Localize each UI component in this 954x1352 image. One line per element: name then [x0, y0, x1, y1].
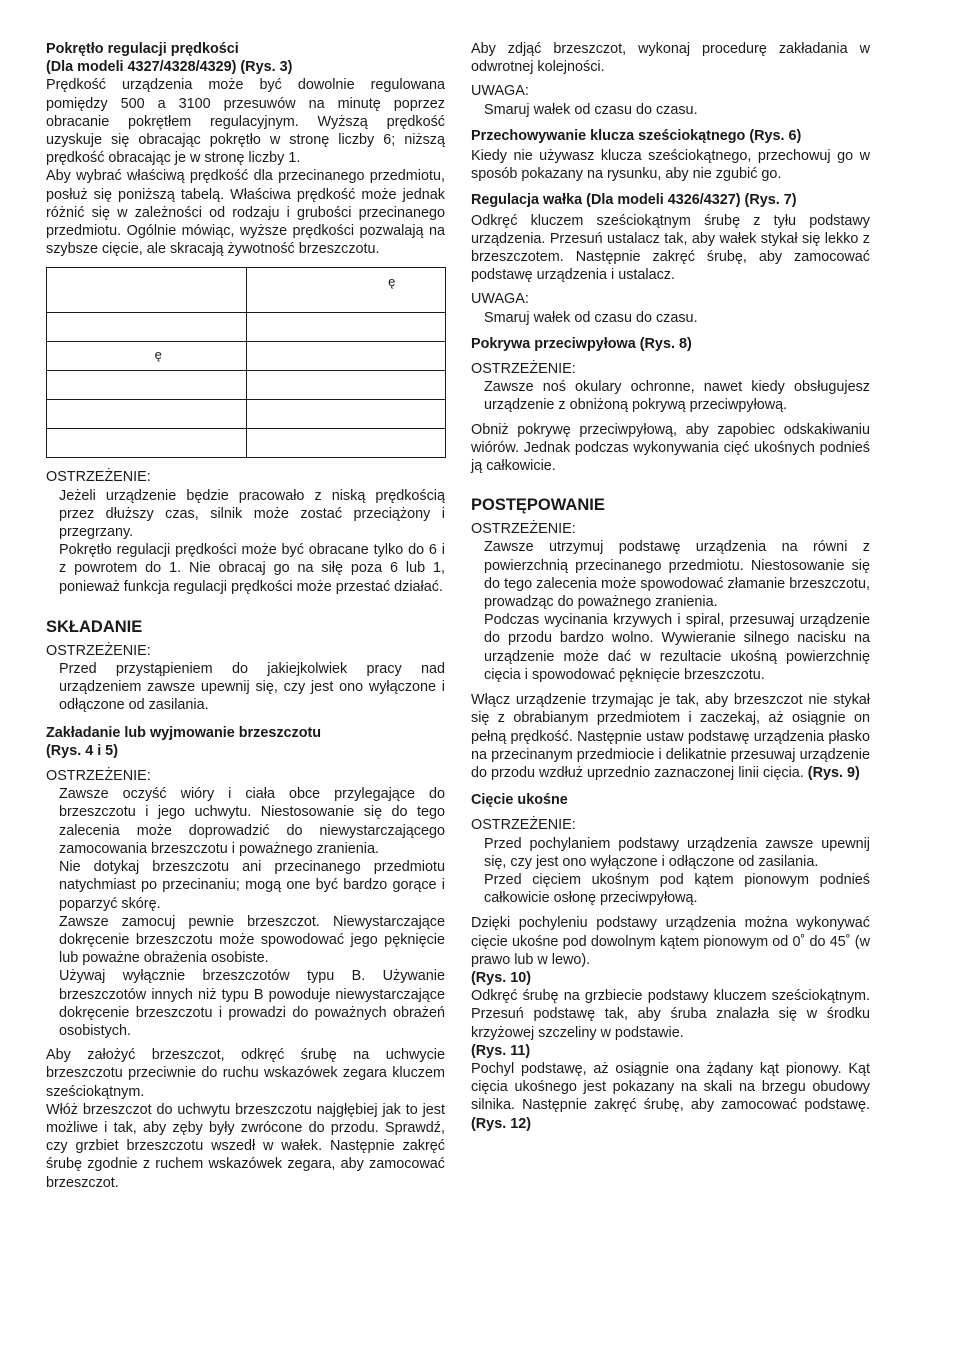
table-cell	[246, 371, 446, 400]
dust-cover-title: Pokrywa przeciwpyłowa (Rys. 8)	[471, 335, 692, 352]
table-row	[47, 268, 446, 313]
roller-title: Regulacja wałka (Dla modeli 4326/4327) (Rys. 7)	[471, 192, 797, 209]
right-column	[471, 40, 870, 1133]
blade-paragraph-2: Włóż brzeszczot do uchwytu brzeszczotu najgłębiej jak to jest możliwe i tak, aby zęby były zwrócone do przodu. Sprawdź, czy grzbiet brzeszczotu wszedł w wałek. Następnie zakręć śrubę zgodnie z ruchem wskazówek zegara, aby zamocować brzeszczot.	[46, 1101, 445, 1191]
blade-install-title: Zakładanie lub wyjmowanie brzeszczotu	[46, 724, 322, 741]
warning-text: Przed przystąpieniem do jakiejkolwiek pracy nad urządzeniem zawsze upewnij się, czy jest ono wyłączone i odłączone od zasilania.	[59, 661, 445, 714]
operation-paragraph: Włącz urządzenie trzymając je tak, aby brzeszczot nie stykał się z obrabianym przedmiotem i zaczekaj, aż osiągnie on pełną prędkość. Następnie ustaw podstawę urządzenia płasko na przecinanym przedmiocie i delikatnie przesuwaj urządzenie do przodu wzdłuż uprzednio zaznaczonej linii cięcia. (Rys. 9)	[471, 692, 870, 781]
bevel-cutting-title: Cięcie ukośne	[471, 792, 568, 809]
warning-label: OSTRZEŻENIE:	[46, 469, 151, 486]
blade-remove-paragraph: Aby zdjąć brzeszczot, wykonaj procedurę zakładania w odwrotnej kolejności.	[471, 41, 870, 76]
speed-dial-title: Pokrętło regulacji prędkości	[46, 41, 239, 57]
warning-label: OSTRZEŻENIE:	[471, 521, 576, 538]
warning-text: Zawsze zamocuj pewnie brzeszczot. Niewystarczające dokręcenie brzeszczotu może spowodować jego pęknięcie lub poważne obrażenia osobiste.	[59, 913, 445, 967]
warning-text: Pokrętło regulacji prędkości może być obracane tylko do 6 i z powrotem do 1. Nie obracaj go na siłę poza 6 lub 1, ponieważ funkcja regulacji prędkości może przestać działać.	[59, 542, 445, 595]
table-cell	[246, 342, 446, 371]
table-cell	[47, 313, 247, 342]
warning-text: Używaj wyłącznie brzeszczotów typu B. Używanie brzeszczotów innych niż typu B powoduje niewystarczające dokręcenie brzeszczotu i prowadzi do poważnych obrażeń osobistych.	[59, 968, 445, 1039]
hex-wrench-paragraph: Kiedy nie używasz klucza sześciokątnego, przechowuj go w sposób pokazany na rysunku, aby nie zgubić go.	[471, 148, 870, 183]
warning-label: OSTRZEŻENIE:	[471, 361, 576, 378]
blade-install-subtitle: (Rys. 4 i 5)	[46, 742, 118, 759]
warning-label: OSTRZEŻENIE:	[46, 642, 151, 659]
table-cell	[47, 371, 247, 400]
speed-paragraph-2: Aby wybrać właściwą prędkość dla przecinanego przedmiotu, posłuż się poniższą tabelą. Właściwa prędkość może jednak różnić się w zależności od rodzaju i grubości przecinanego przedmiotu. Ogólnie mówiąc, wyższe prędkości pozwalają na szybsze cięcie, ale skracają żywotność brzeszczotu.	[46, 168, 445, 258]
warning-text: Jeżeli urządzenie będzie pracowało z niską prędkością przez dłuższy czas, silnik może zostać przeciążony i przegrzany.	[59, 487, 445, 541]
note-text: Smaruj wałek od czasu do czasu.	[484, 101, 698, 118]
table-cell	[47, 268, 247, 313]
assembly-heading: SKŁADANIE	[46, 617, 143, 636]
bevel-paragraph-1: Dzięki pochyleniu podstawy urządzenia można wykonywać cięcie ukośne pod dowolnym kątem pionowym od 0˚ do 45˚ (w prawo lub w lewo).	[471, 915, 870, 968]
table-cell	[246, 400, 446, 429]
figure-ref: (Rys. 9)	[807, 764, 860, 781]
roller-paragraph: Odkręć kluczem sześciokątnym śrubę z tyłu podstawy urządzenia. Przesuń ustalacz tak, aby wałek stykał się lekko z brzeszczotem. Następnie zakręć śrubę, aby zamocować podstawę urządzenia i ustalacz.	[471, 212, 870, 284]
speed-table	[46, 267, 446, 458]
table-cell	[246, 313, 446, 342]
bevel-paragraph-2: Odkręć śrubę na grzbiecie podstawy kluczem sześciokątnym. Przesuń podstawę tak, aby śruba znalazła się w środku krzyżowej szczeliny w podstawie.	[471, 988, 870, 1041]
speed-paragraph-1: Prędkość urządzenia może być dowolnie regulowana pomiędzy 500 a 3100 przesuwów na minutę poprzez obracanie pokrętłem regulacyjnym. Wyższą prędkość uzyskuje się obracając pokrętło w stronę liczby 6; niższą prędkość obracając je w stronę liczby 1.	[46, 77, 445, 167]
table-row	[47, 313, 446, 342]
figure-ref: (Rys. 12)	[471, 1115, 531, 1132]
note-text: Smaruj wałek od czasu do czasu.	[484, 309, 698, 326]
figure-ref: (Rys. 11)	[471, 1042, 531, 1059]
bevel-paragraph-3: Pochyl podstawę, aż osiągnie ona żądany kąt pionowy. Kąt cięcia ukośnego jest pokazany na skali na brzegu obudowy silnika. Następnie zakręć śrubę, aby zamocować podstawę. (Rys. 12)	[471, 1060, 870, 1132]
warning-text: Zawsze oczyść wióry i ciała obce przylegające do brzeszczotu i jego uchwytu. Niestosowanie się do tego zalecenia może doprowadzić do niewystarczającego zamocowania brzeszczotu i poważnego zranienia.	[59, 786, 445, 857]
blade-paragraph-1: Aby założyć brzeszczot, odkręć śrubę na uchwycie brzeszczotu przeciwnie do ruchu wskazówek zegara kluczem sześciokątnym.	[46, 1047, 445, 1100]
table-row	[47, 371, 446, 400]
warning-text: Podczas wycinania krzywych i spiral, przesuwaj urządzenie do przodu bardzo wolno. Wywieranie silnego nacisku na urządzenie może dać w rezultacie ukośną powierzchnię cięcia i spowodować pęknięcie brzeszczotu.	[484, 612, 870, 683]
warning-text: Przed pochylaniem podstawy urządzenia zawsze upewnij się, czy jest ono wyłączone i odłączone od zasilania.	[484, 835, 870, 870]
note-label: UWAGA:	[471, 83, 529, 100]
warning-text: Zawsze noś okulary ochronne, nawet kiedy obsługujesz urządzenie z obniżoną pokrywą przeciwpyłową.	[484, 379, 870, 414]
dust-cover-paragraph: Obniż pokrywę przeciwpyłową, aby zapobiec odskakiwaniu wiórów. Jednak podczas wykonywania cięć ukośnych podnieś ją całkowicie.	[471, 421, 870, 475]
warning-text: Nie dotykaj brzeszczotu ani przecinanego przedmiotu natychmiast po przecinaniu; mogą one być bardzo gorące i poparzyć skórę.	[59, 859, 445, 912]
table-row	[47, 400, 446, 429]
table-cell	[246, 429, 446, 458]
speed-dial-subtitle: (Dla modeli 4327/4328/4329) (Rys. 3)	[46, 59, 293, 76]
note-label: UWAGA:	[471, 291, 529, 308]
warning-text: Zawsze utrzymuj podstawę urządzenia na równi z powierzchnią przecinanego przedmiotu. Niestosowanie się do tego zalecenia może spowodować złamanie brzeszczotu, prowadząc do poważnego zranienia.	[484, 539, 870, 611]
table-cell: ę	[47, 342, 247, 371]
warning-label: OSTRZEŻENIE:	[46, 768, 151, 785]
table-cell	[47, 400, 247, 429]
operation-heading: POSTĘPOWANIE	[471, 496, 605, 515]
table-row	[47, 429, 446, 458]
warning-text: Przed cięciem ukośnym pod kątem pionowym podnieś całkowicie osłonę przeciwpyłową.	[484, 871, 870, 907]
table-cell	[47, 429, 247, 458]
warning-label: OSTRZEŻENIE:	[471, 817, 576, 834]
hex-wrench-title: Przechowywanie klucza sześciokątnego (Rys. 6)	[471, 127, 802, 144]
table-cell: ę	[246, 268, 446, 313]
figure-ref: (Rys. 10)	[471, 969, 531, 986]
table-row	[47, 342, 446, 371]
left-column	[46, 40, 445, 1192]
